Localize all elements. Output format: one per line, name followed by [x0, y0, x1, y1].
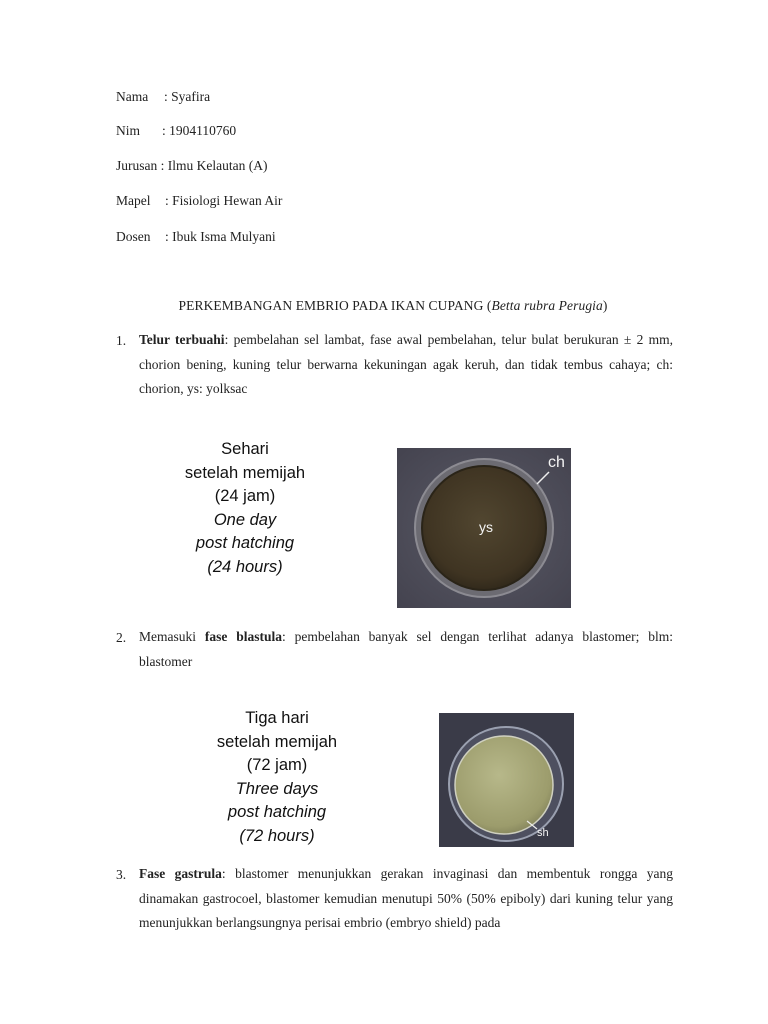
fig2-line3: (72 jam) [246, 756, 308, 774]
item-3-body: : blastomer menunjukkan gerakan invaginasi dan membentuk rongga yang dinamakan gastrocoel, blastomer kemudian menutupi 50% (50% epiboly) dari kuning telur yang menunjukkan berlangsungnya perisai embrio (embryo shield) pada [139, 866, 673, 930]
fig2-line2: setelah memijah [216, 732, 338, 751]
item-3-number: 3. [116, 867, 127, 882]
fig2-line1: Tiga hari [245, 709, 309, 727]
item-1-bold: Telur terbuahi [139, 332, 225, 347]
fig2-line4: Three days [235, 779, 319, 798]
mapel-row [116, 193, 282, 209]
nim-value: : 1904110760 [162, 123, 237, 138]
item-2-prefix: Memasuki [139, 629, 205, 644]
title-main: PERKEMBANGAN EMBRIO PADA IKAN CUPANG ( [178, 298, 492, 313]
jurusan-row [116, 158, 267, 174]
fig1-line5: post hatching [195, 534, 295, 552]
item-2-body: : pembelahan banyak sel dengan terlihat adanya blastomer; blm: blastomer [139, 629, 673, 669]
figure-2-caption [202, 707, 352, 848]
mapel-label: Mapel [116, 193, 151, 208]
nama-row [116, 89, 210, 105]
fig1-line3: (24 jam) [214, 487, 276, 505]
fig1-line2: setelah memijah [184, 463, 306, 482]
title-species: Betta rubra Perugia [491, 298, 603, 313]
item-2-bold: fase blastula [204, 629, 282, 644]
embryo-72h-drawing [439, 713, 574, 847]
fig2-line6: (72 hours) [239, 826, 315, 845]
page-title [0, 298, 768, 314]
item-1-number: 1. [116, 333, 127, 348]
nim-label: Nim [116, 123, 141, 138]
yolk-sac-2 [455, 736, 553, 834]
title-close: ) [602, 298, 608, 313]
item-2-number: 2. [116, 630, 127, 645]
dosen-value: : Ibuk Isma Mulyani [165, 229, 276, 244]
item-2-text [139, 625, 673, 674]
dosen-label: Dosen [116, 229, 151, 244]
dosen-row [116, 229, 276, 245]
embryo-photo-24h [397, 448, 571, 608]
jurusan-value: : Ilmu Kelautan (A) [160, 158, 268, 173]
nim-row [116, 123, 236, 139]
label-ch: ch [548, 454, 565, 471]
fig1-line1: Sehari [221, 440, 269, 458]
nama-value: : Syafira [164, 89, 211, 104]
fig1-line6: (24 hours) [207, 557, 283, 576]
mapel-value: : Fisiologi Hewan Air [165, 193, 283, 208]
label-ys: ys [479, 519, 493, 535]
item-3-text [139, 862, 673, 936]
item-3-bold: Fase gastrula [139, 866, 222, 881]
item-1-text [139, 328, 673, 402]
nama-label: Nama [116, 89, 149, 104]
item-1-body: : pembelahan sel lambat, fase awal pembelahan, telur bulat berukuran ± 2 mm, chorion bening, kuning telur berwarna kekuningan agak keruh, dan tidak tembus cahaya; ch: chorion, ys: yolksac [139, 332, 673, 396]
fig2-line5: post hatching [227, 803, 327, 821]
label-sh: sh [537, 827, 549, 839]
embryo-photo-72h [439, 713, 574, 847]
fig1-line4: One day [213, 510, 277, 529]
jurusan-label: Jurusan [116, 158, 158, 173]
figure-1-caption [170, 438, 320, 579]
